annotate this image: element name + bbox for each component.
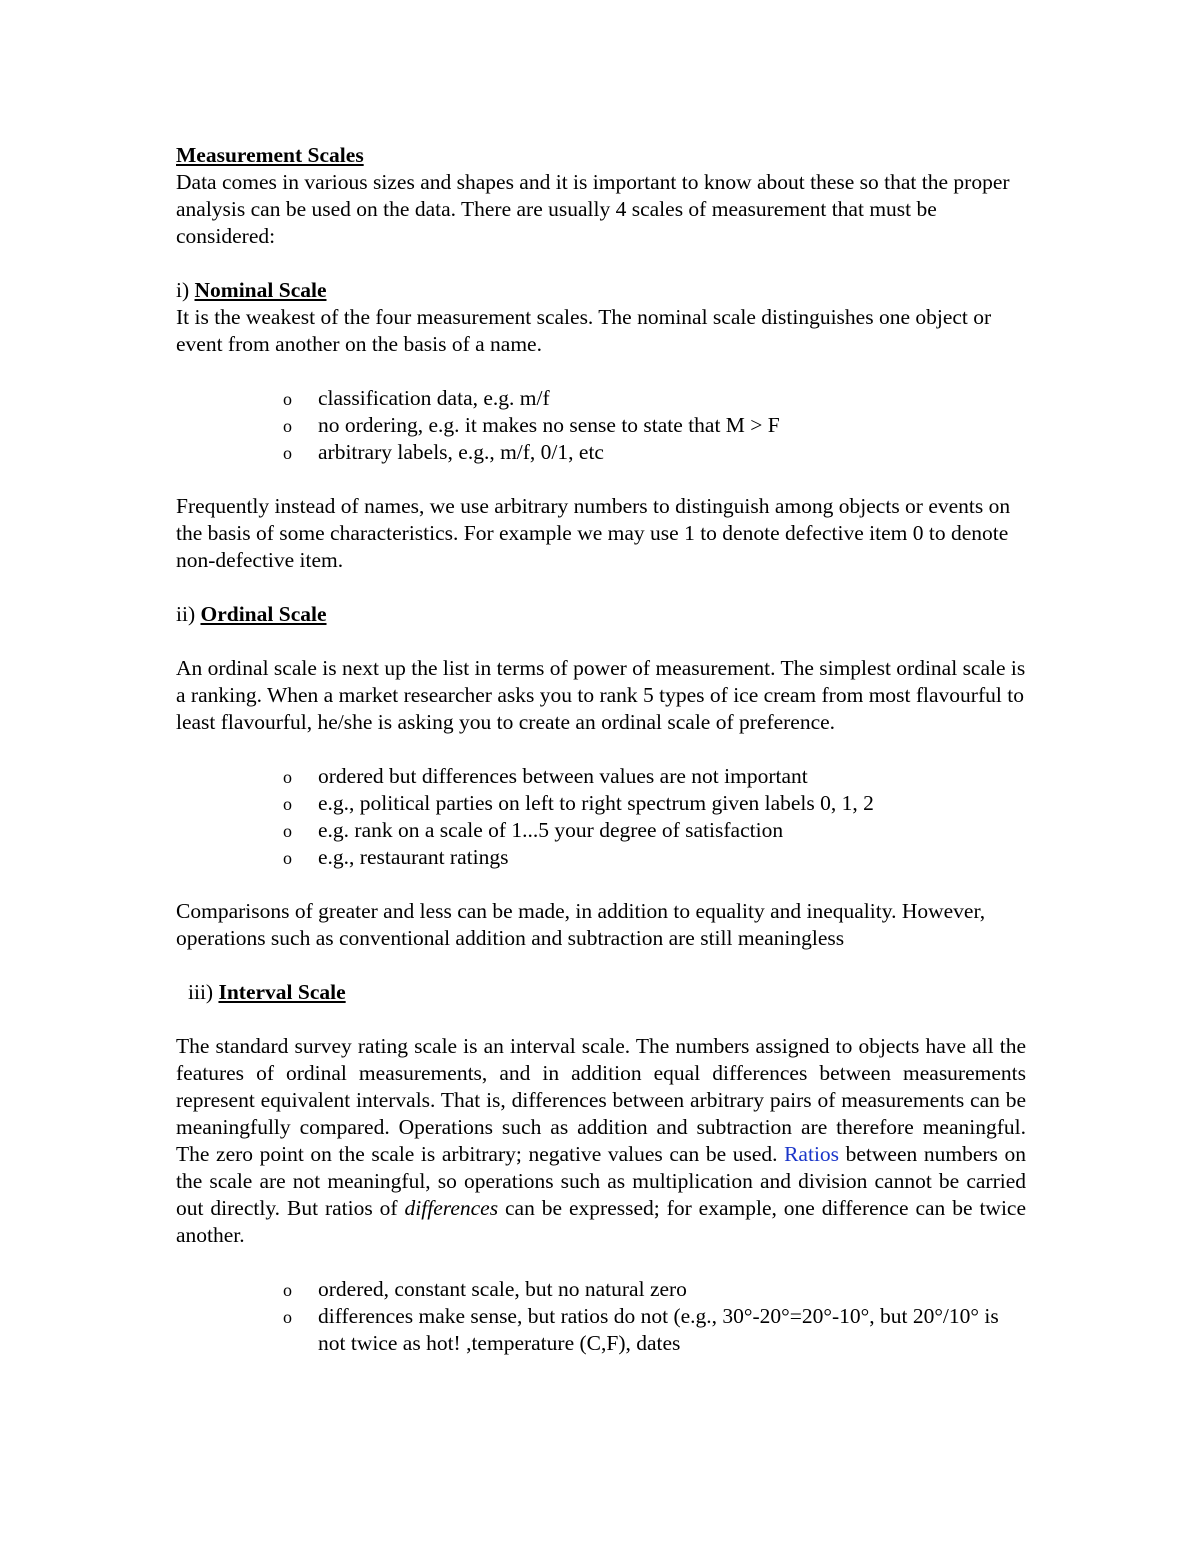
interval-heading-label: Interval Scale	[218, 980, 346, 1004]
nominal-prefix: i)	[176, 278, 195, 302]
list-item: o no ordering, e.g. it makes no sense to state that M > F	[318, 412, 1026, 439]
nominal-heading	[176, 277, 1026, 304]
ordinal-description: An ordinal scale is next up the list in terms of power of measurement. The simplest ordinal scale is a ranking. When a market researcher asks you to rank 5 types of ice cream from most flavourful to least flavourful, he/she is asking you to create an ordinal scale of preference.	[176, 656, 1026, 734]
bullet-icon: o	[283, 794, 292, 814]
nominal-extra-paragraph: Frequently instead of names, we use arbitrary numbers to distinguish among objects or events on the basis of some characteristics. For example we may use 1 to denote defective item 0 to denote non-defective item.	[176, 494, 1011, 572]
intro-paragraph: Data comes in various sizes and shapes and it is important to know about these so that the proper analysis can be used on the data. There are usually 4 scales of measurement that must be considered:	[176, 170, 1010, 248]
document-body	[176, 142, 1026, 1357]
list-item: o ordered but differences between values are not important	[318, 763, 1026, 790]
bullet-icon: o	[283, 1280, 292, 1300]
interval-bullet-list	[176, 1276, 1026, 1357]
italic-differences: differences	[404, 1196, 499, 1220]
bullet-icon: o	[283, 848, 292, 868]
bullet-icon: o	[283, 443, 292, 463]
interval-description: The standard survey rating scale is an interval scale. The numbers assigned to objects have all the features of ordinal measurements, and in addition equal differences between measurements represent equivalent intervals. That is, differences between arbitrary pairs of measurements can be meaningfully compared. Operations such as addition and subtraction are therefore meaningful. The zero point on the scale is arbitrary; negative values can be used. Ratios between numbers on the scale are not meaningful, so operations such as multiplication and division cannot be carried out directly. But ratios of differences can be expressed; for example, one difference can be twice another.	[176, 1034, 1027, 1247]
list-item: o e.g. rank on a scale of 1...5 your degree of satisfaction	[318, 817, 1026, 844]
nominal-bullet-list	[176, 385, 1026, 466]
list-item: o differences make sense, but ratios do not (e.g., 30°-20°=20°-10°, but 20°/10° is not twice as hot! ,temperature (C,F), dates	[283, 1304, 999, 1355]
interval-prefix: iii)	[188, 980, 219, 1004]
interval-heading	[176, 979, 1026, 1006]
bullet-icon: o	[283, 1307, 292, 1327]
ratios-link[interactable]: Ratios	[784, 1142, 840, 1166]
ordinal-heading-label: Ordinal Scale	[200, 602, 327, 626]
document-title: Measurement Scales	[176, 143, 364, 167]
ordinal-heading	[176, 601, 1026, 628]
nominal-heading-label: Nominal Scale	[194, 278, 327, 302]
ordinal-prefix: ii)	[176, 602, 201, 626]
list-item: o arbitrary labels, e.g., m/f, 0/1, etc	[318, 439, 1026, 466]
ordinal-bullet-list	[176, 763, 1026, 871]
bullet-icon: o	[283, 767, 292, 787]
ordinal-extra-paragraph: Comparisons of greater and less can be made, in addition to equality and inequality. However, operations such as conventional addition and subtraction are still meaningless	[176, 899, 986, 950]
list-item: o e.g., political parties on left to right spectrum given labels 0, 1, 2	[318, 790, 1026, 817]
list-item: o e.g., restaurant ratings	[318, 844, 1026, 871]
list-item: o classification data, e.g. m/f	[318, 385, 1026, 412]
list-item: o ordered, constant scale, but no natural zero	[318, 1276, 1026, 1303]
bullet-icon: o	[283, 416, 292, 436]
bullet-icon: o	[283, 389, 292, 409]
bullet-icon: o	[283, 821, 292, 841]
nominal-description: It is the weakest of the four measurement scales. The nominal scale distinguishes one object or event from another on the basis of a name.	[176, 305, 992, 356]
